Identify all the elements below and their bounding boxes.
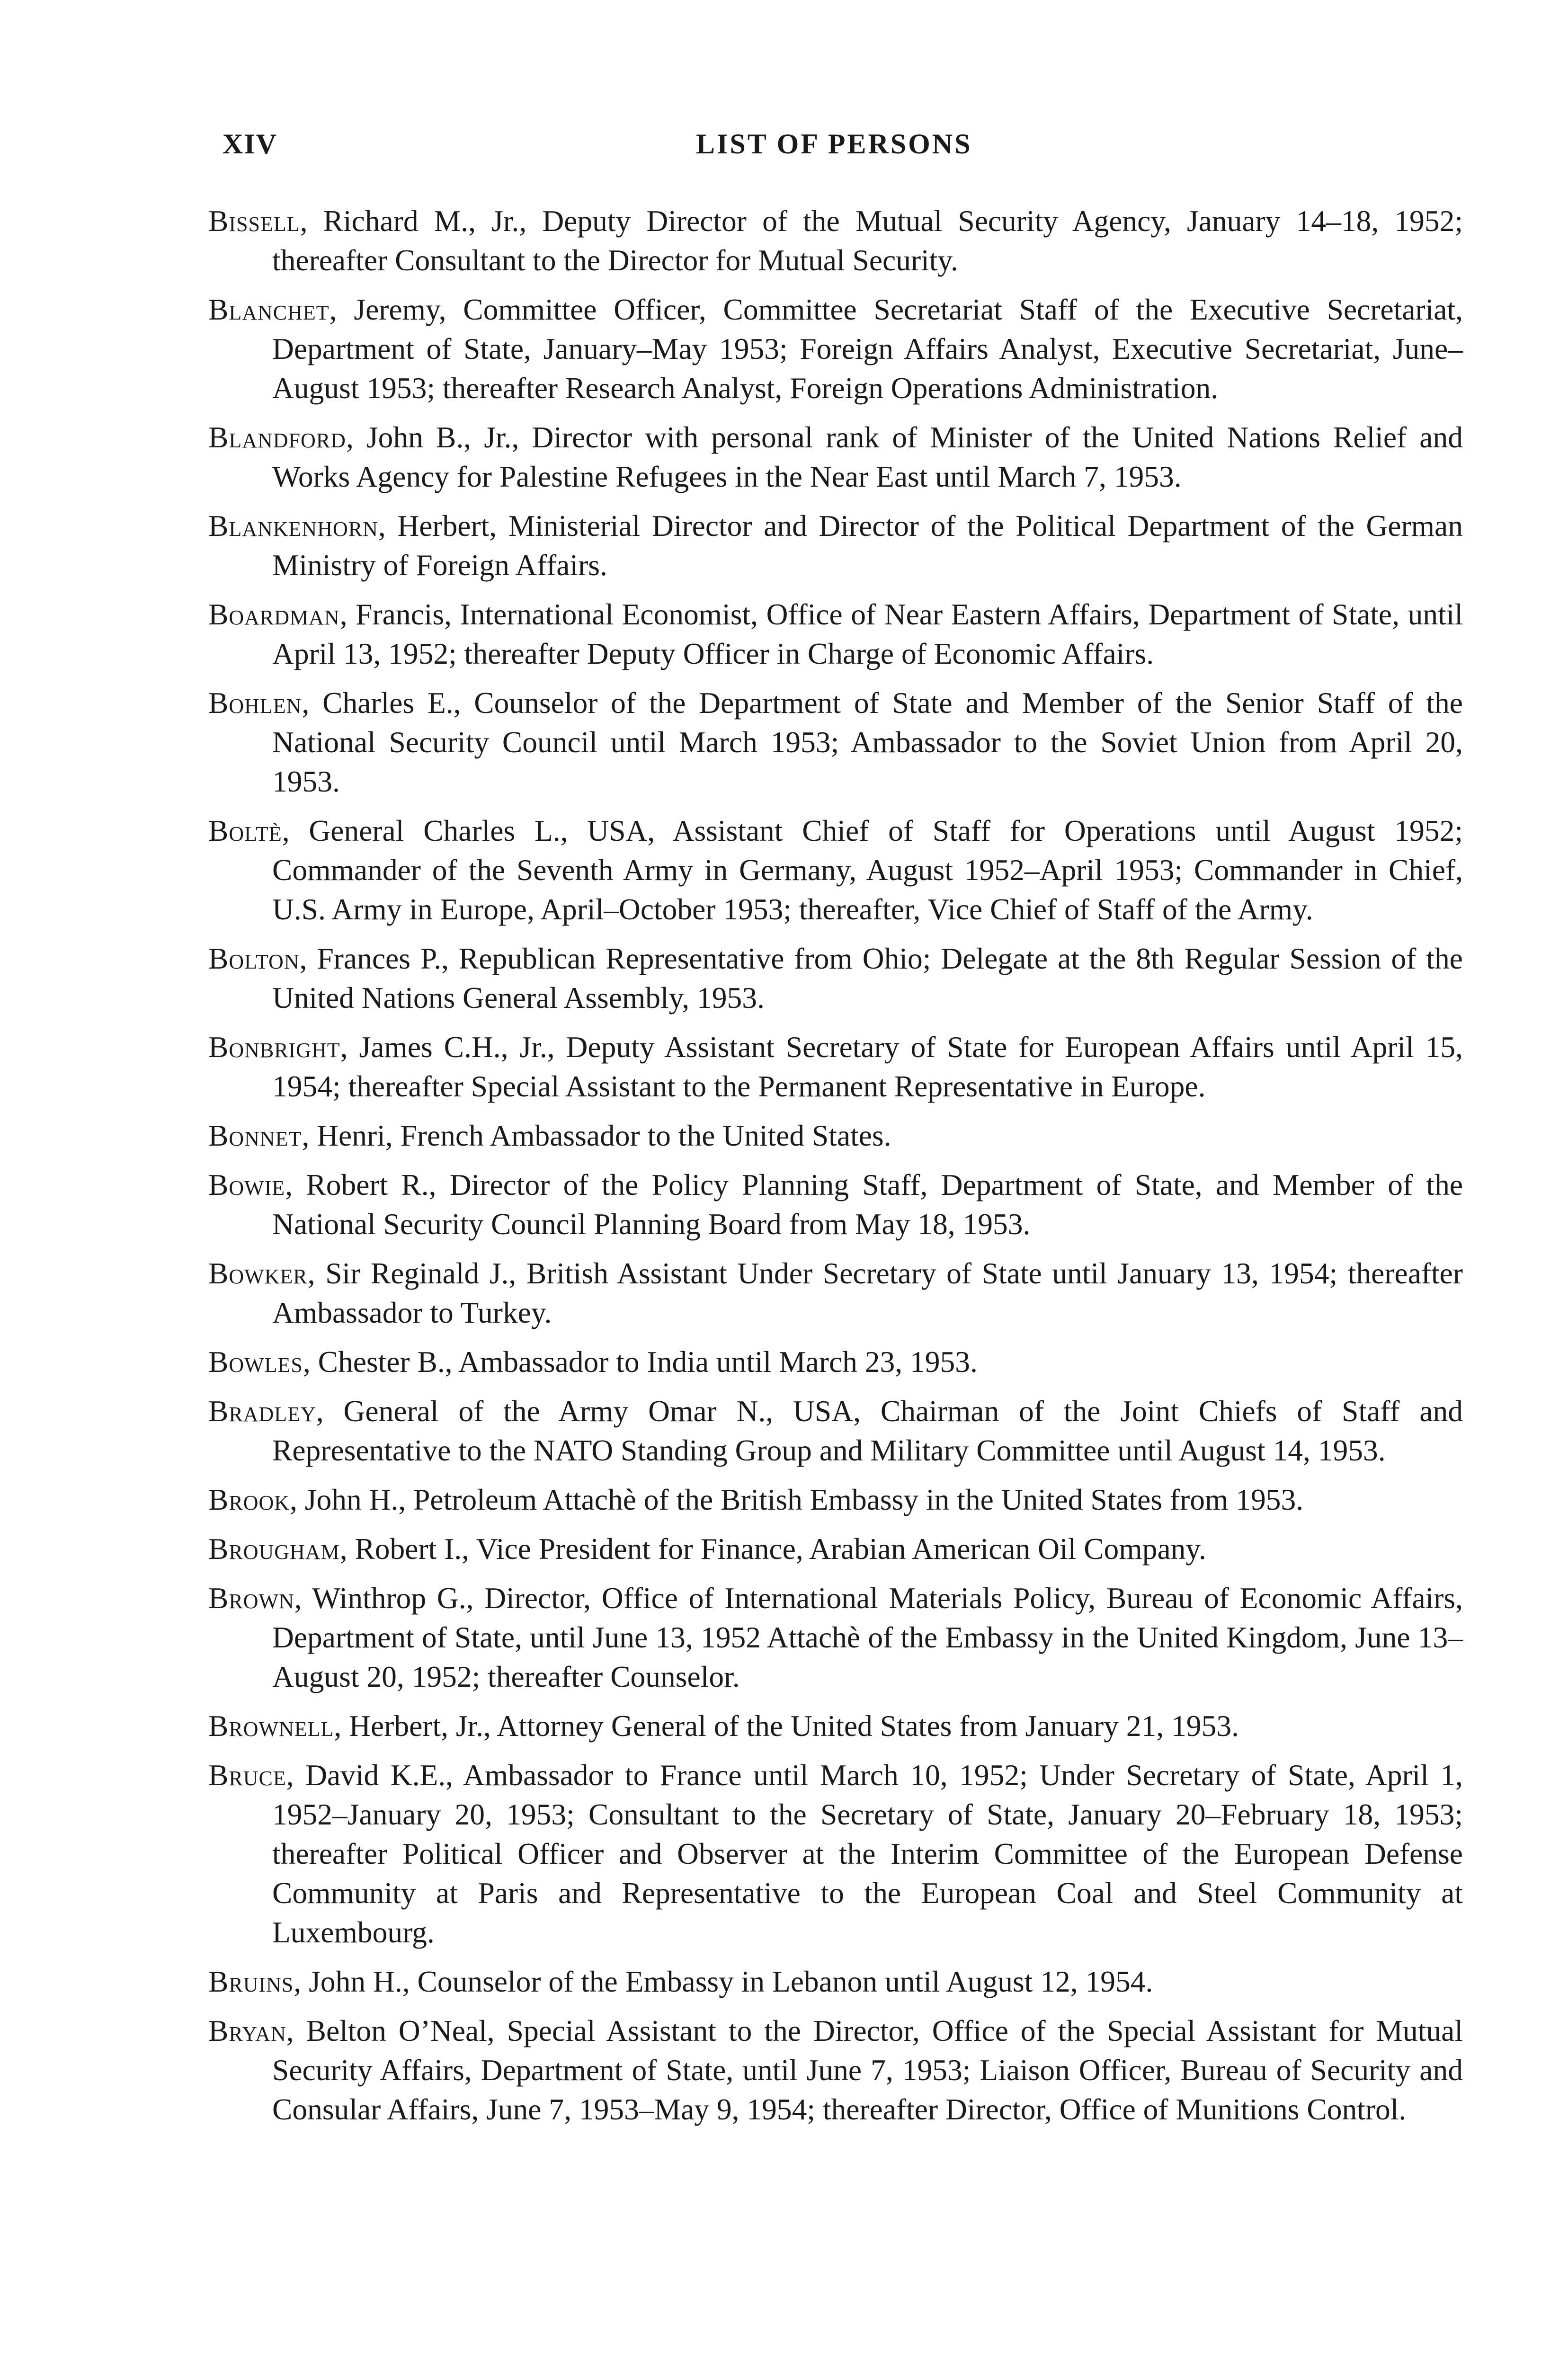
person-description: , Richard M., Jr., Deputy Director of the Mutual Security Agency, January 14–18, 1952; thereafter Consultant to the Director for Mutual Security.: [272, 204, 1463, 277]
person-entry: [208, 683, 1463, 801]
person-description: , Frances P., Republican Representative from Ohio; Delegate at the 8th Regular Session of the United Nations General Assembly, 1953.: [272, 942, 1463, 1014]
person-description: , General of the Army Omar N., USA, Chairman of the Joint Chiefs of Staff and Representative to the NATO Standing Group and Military Committee until August 14, 1953.: [272, 1394, 1463, 1467]
person-description: , Robert I., Vice President for Finance, Arabian American Oil Company.: [339, 1532, 1206, 1566]
person-description: , John H., Counselor of the Embassy in Lebanon until August 12, 1954.: [294, 1965, 1153, 1998]
person-description: , Sir Reginald J., British Assistant Under Secretary of State until January 13, 1954; thereafter Ambassador to Turkey.: [272, 1256, 1463, 1329]
person-surname: Blanchet: [208, 293, 330, 326]
person-description: , James C.H., Jr., Deputy Assistant Secretary of State for European Affairs until April 15, 1954; thereafter Special Assistant to the Permanent Representative in Europe.: [272, 1030, 1463, 1103]
person-description: , Robert R., Director of the Policy Planning Staff, Department of State, and Member of the National Security Council Planning Board from May 18, 1953.: [272, 1168, 1463, 1241]
person-description: , Belton O’Neal, Special Assistant to the Director, Office of the Special Assistant for Mutual Security Affairs, Department of State, until June 7, 1953; Liaison Officer, Bureau of Security and Consular Affairs, June 7, 1953–May 9, 1954; thereafter Director, Office of Munitions Control.: [272, 2014, 1463, 2126]
person-surname: Bissell: [208, 204, 300, 238]
person-entry: [208, 1254, 1463, 1332]
person-entry: [208, 1027, 1463, 1106]
person-entry: [208, 2011, 1463, 2129]
person-entry: [208, 1480, 1463, 1519]
person-surname: Blandford: [208, 420, 346, 454]
person-surname: Brook: [208, 1483, 290, 1516]
person-description: , Francis, International Economist, Office of Near Eastern Affairs, Department of State, until April 13, 1952; thereafter Deputy Officer in Charge of Economic Affairs.: [272, 597, 1463, 670]
person-entry: [208, 939, 1463, 1017]
person-surname: Bowie: [208, 1168, 285, 1201]
person-entry: [208, 1342, 1463, 1381]
person-description: , John B., Jr., Director with personal rank of Minister of the United Nations Relief and Works Agency for Palestine Refugees in the Near East until March 7, 1953.: [272, 420, 1463, 493]
person-entry: [208, 201, 1463, 280]
person-entry: [208, 1578, 1463, 1696]
person-surname: Bolton: [208, 942, 300, 975]
person-entry: [208, 506, 1463, 585]
page-header: [223, 128, 1464, 170]
person-description: , Henri, French Ambassador to the United States.: [302, 1119, 891, 1152]
person-description: , Herbert, Jr., Attorney General of the United States from January 21, 1953.: [334, 1709, 1239, 1743]
person-entry: [208, 1391, 1463, 1470]
person-entry: [208, 1529, 1463, 1568]
page-number: XIV: [223, 128, 278, 160]
person-surname: Blankenhorn: [208, 509, 378, 543]
person-surname: Boltè: [208, 814, 282, 847]
person-surname: Boardman: [208, 597, 340, 631]
running-title: LIST OF PERSONS: [696, 128, 972, 160]
person-entry: [208, 1116, 1463, 1155]
person-entry: [208, 418, 1463, 496]
person-surname: Bruce: [208, 1758, 286, 1792]
person-surname: Bowker: [208, 1256, 308, 1290]
person-description: , Winthrop G., Director, Office of International Materials Policy, Bureau of Economic Affairs, Department of State, until June 13, 1952 Attachè of the Embassy in the United Kingdom, June 13–August 20, 1952; thereafter Counselor.: [272, 1581, 1463, 1693]
person-surname: Bryan: [208, 2014, 286, 2047]
person-entry: [208, 1165, 1463, 1244]
person-description: , Charles E., Counselor of the Department of State and Member of the Senior Staff of the National Security Council until March 1953; Ambassador to the Soviet Union from April 20, 1953.: [272, 686, 1463, 798]
person-entry: [208, 811, 1463, 929]
person-description: , Jeremy, Committee Officer, Committee Secretariat Staff of the Executive Secretariat, Department of State, January–May 1953; Foreign Affairs Analyst, Executive Secretariat, June–August 1953; thereafter Research Analyst, Foreign Operations Administration.: [272, 293, 1463, 405]
person-surname: Bradley: [208, 1394, 316, 1428]
persons-list: [208, 201, 1463, 2139]
person-entry: [208, 1706, 1463, 1745]
person-surname: Brougham: [208, 1532, 340, 1566]
person-surname: Bohlen: [208, 686, 302, 720]
person-surname: Bowles: [208, 1345, 303, 1379]
person-description: , General Charles L., USA, Assistant Chief of Staff for Operations until August 1952; Commander of the Seventh Army in Germany, August 1952–April 1953; Commander in Chief, U.S. Army in Europe, April–October 1953; thereafter, Vice Chief of Staff of the Army.: [272, 814, 1463, 926]
person-description: , Chester B., Ambassador to India until March 23, 1953.: [303, 1345, 978, 1379]
person-entry: [208, 595, 1463, 673]
person-description: , David K.E., Ambassador to France until March 10, 1952; Under Secretary of State, April 1, 1952–January 20, 1953; Consultant to the Secretary of State, January 20–February 18, 1953; thereafter Political Officer and Observer at the Interim Committee of the European Defense Community at Paris and Representative to the European Coal and Steel Community at Luxembourg.: [272, 1758, 1463, 1949]
person-description: , Herbert, Ministerial Director and Director of the Political Department of the German Ministry of Foreign Affairs.: [272, 509, 1463, 582]
person-surname: Bonnet: [208, 1119, 302, 1152]
person-surname: Brown: [208, 1581, 294, 1615]
person-entry: [208, 1755, 1463, 1952]
person-surname: Bonbright: [208, 1030, 340, 1064]
person-entry: [208, 1962, 1463, 2001]
person-entry: [208, 290, 1463, 408]
person-surname: Brownell: [208, 1709, 334, 1743]
person-surname: Bruins: [208, 1965, 294, 1998]
person-description: , John H., Petroleum Attachè of the British Embassy in the United States from 1953.: [290, 1483, 1304, 1516]
